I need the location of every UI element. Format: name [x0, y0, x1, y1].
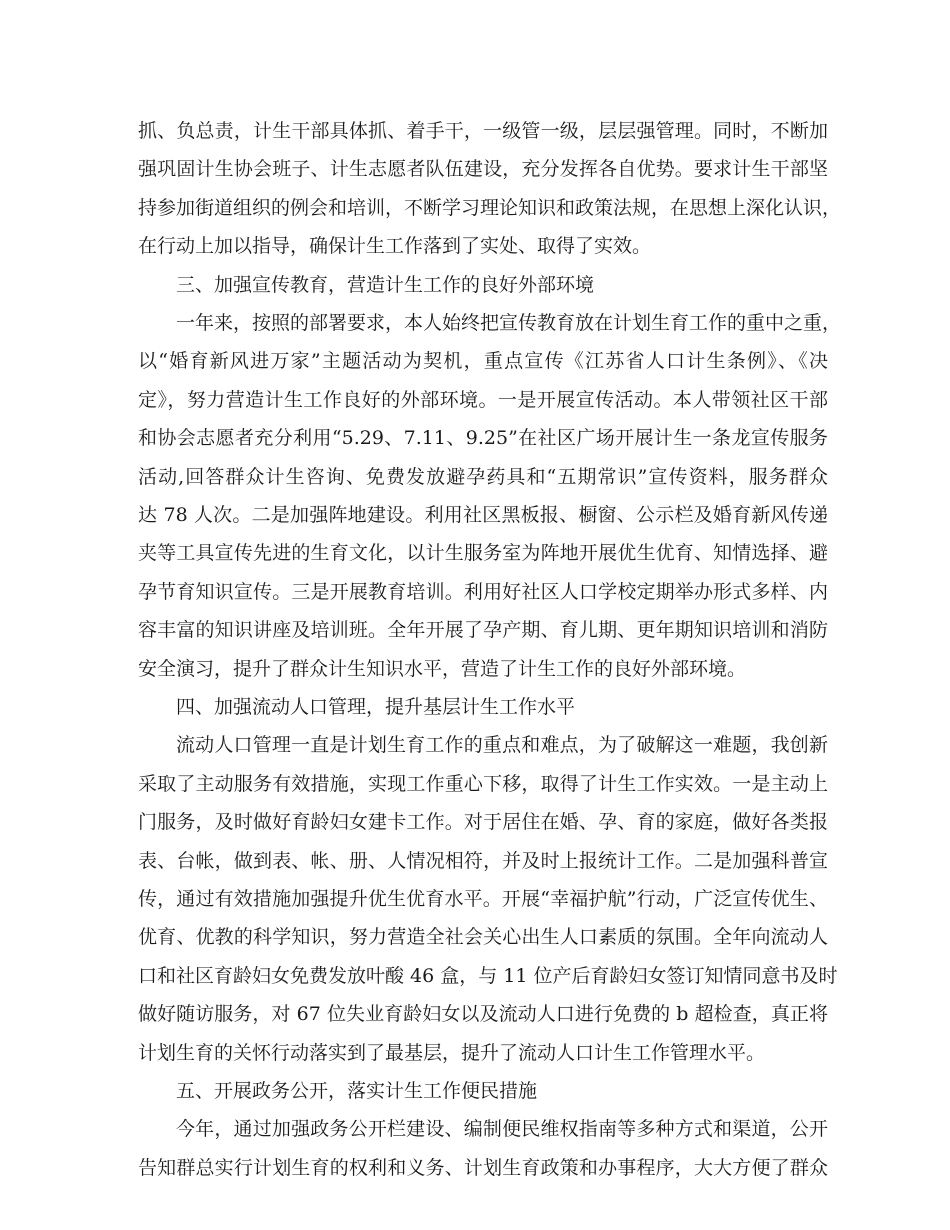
text-line: 活动,回答群众计生咨询、免费发放避孕药具和“五期常识”宣传资料，服务群众 — [138, 465, 828, 488]
paragraph-first-line: 三、加强宣传教育，营造计生工作的良好外部环境 — [176, 273, 595, 296]
paragraph-first-line: 五、开展政务公开，落实计生工作便民措施 — [176, 1080, 538, 1102]
text-line: 优育、优教的科学知识，努力营造全社会关心出生人口素质的氛围。全年向流动人 — [138, 926, 828, 949]
text-line: 在行动上加以指导，确保计生工作落到了实处、取得了实效。 — [138, 235, 652, 258]
text-line: 达 78 人次。二是加强阵地建设。利用社区黑板报、橱窗、公示栏及婚育新风传递 — [138, 504, 828, 526]
text-line: 门服务，及时做好育龄妇女建卡工作。对于居住在婚、孕、育的家庭，做好各类报 — [138, 811, 828, 834]
paragraph-first-line: 一年来，按照的部署要求，本人始终把宣传教育放在计划生育工作的重中之重， — [176, 312, 842, 334]
text-line: 计划生育的关怀行动落实到了最基层，提升了流动人口计生工作管理水平。 — [138, 1041, 766, 1064]
text-line: 孕节育知识宣传。三是开展教育培训。利用好社区人口学校定期举办形式多样、内 — [138, 580, 828, 603]
text-line: 做好随访服务，对 67 位失业育龄妇女以及流动人口进行免费的 b 超检查，真正将 — [138, 1003, 828, 1026]
text-line: 表、台帐，做到表、帐、册、人情况相符，并及时上报统计工作。二是加强科普宣 — [138, 849, 828, 872]
text-line: 定》，努力营造计生工作良好的外部环境。一是开展宣传活动。本人带领社区干部 — [138, 388, 828, 411]
text-line: 以“婚育新风进万家”主题活动为契机，重点宣传《江苏省人口计生条例》、《决 — [138, 350, 828, 373]
text-line: 安全演习，提升了群众计生知识水平，营造了计生工作的良好外部环境。 — [138, 657, 747, 680]
text-line: 口和社区育龄妇女免费发放叶酸 46 盒，与 11 位产后育龄妇女签订知情同意书及时 — [138, 964, 838, 987]
text-line: 采取了主动服务有效措施，实现工作重心下移，取得了计生工作实效。一是主动上 — [138, 772, 828, 795]
text-line: 持参加街道组织的例会和培训，不断学习理论知识和政策法规，在思想上深化认识， — [138, 196, 842, 219]
text-line: 容丰富的知识讲座及培训班。全年开展了孕产期、育儿期、更年期知识培训和消防 — [138, 619, 828, 642]
text-line: 抓、负总责，计生干部具体抓、着手干，一级管一级，层层强管理。同时，不断加 — [138, 120, 828, 142]
text-line: 和协会志愿者充分利用“5.29、7.11、9.25”在社区广场开展计生一条龙宣传服务 — [138, 427, 828, 450]
text-line: 传，通过有效措施加强提升优生优育水平。开展“幸福护航”行动，广泛宣传优生、 — [138, 888, 828, 910]
text-line: 强巩固计生协会班子、计生志愿者队伍建设，充分发挥各自优势。要求计生干部坚 — [138, 158, 828, 181]
paragraph-first-line: 今年，通过加强政务公开栏建设、编制便民维权指南等多种方式和渠道，公开 — [176, 1118, 828, 1141]
text-line: 告知群总实行计划生育的权利和义务、计划生育政策和办事程序，大大方便了群众 — [138, 1156, 828, 1179]
paragraph-first-line: 四、加强流动人口管理，提升基层计生工作水平 — [176, 696, 576, 718]
text-line: 夹等工具宣传先进的生育文化，以计生服务室为阵地开展优生优育、知情选择、避 — [138, 542, 828, 565]
paragraph-first-line: 流动人口管理一直是计划生育工作的重点和难点，为了破解这一难题，我创新 — [176, 734, 828, 757]
